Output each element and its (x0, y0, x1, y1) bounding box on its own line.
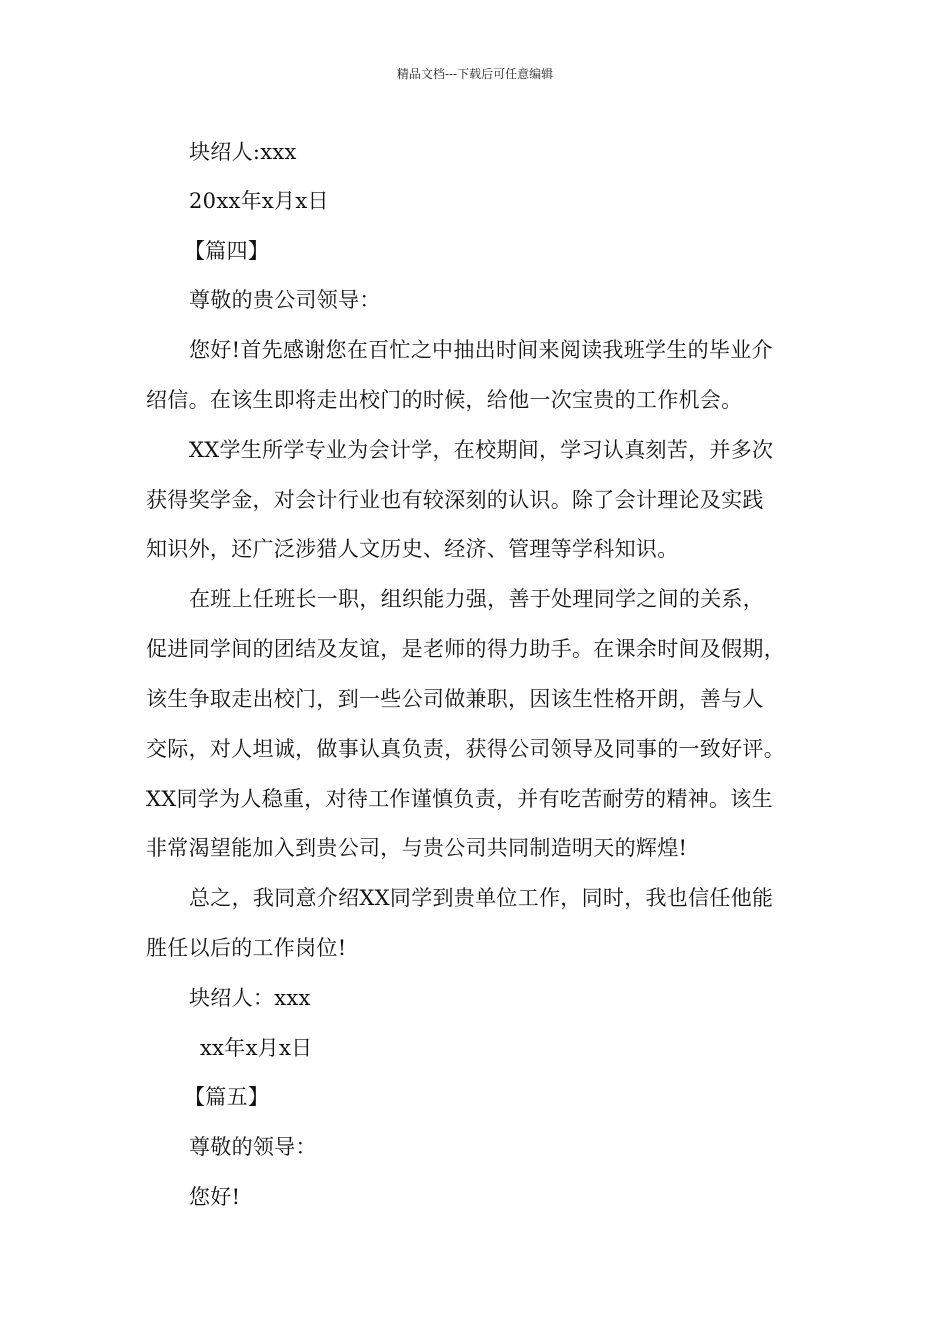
salutation: 尊敬的贵公司领导： (189, 288, 381, 312)
signature-line: 块绍人:xxx (189, 140, 297, 164)
paragraph-line: 交际，对人坦诚，做事认真负责，获得公司领导及同事的一致好评。 (146, 737, 785, 761)
paragraph-line: 获得奖学金，对会计行业也有较深刻的认识。除了会计理论及实践 (146, 488, 764, 512)
paragraph-line: 该生争取走出校门，到一些公司做兼职，因该生性格开朗，善与人 (146, 687, 764, 711)
paragraph-line: XX同学为人稳重，对待工作谨慎负责，并有吃苦耐劳的精神。该生 (146, 787, 773, 811)
greeting-line: 您好! (189, 1185, 241, 1209)
paragraph-line: 在班上任班长一职，组织能力强，善于处理同学之间的关系， (189, 587, 765, 611)
date-line: xx年x月x日 (200, 1036, 313, 1060)
paragraph-line: 绍信。在该生即将走出校门的时候，给他一次宝贵的工作机会。 (146, 388, 743, 412)
paragraph-line: 您好!首先感谢您在百忙之中抽出时间来阅读我班学生的毕业介 (189, 338, 773, 362)
paragraph-line: 胜任以后的工作岗位! (146, 936, 347, 960)
paragraph-line: XX学生所学专业为会计学，在校期间，学习认真刻苦，并多次 (189, 438, 774, 462)
signature-line: 块绍人：xxx (189, 986, 311, 1010)
page-header: 精品文档---下载后可任意编辑 (396, 67, 554, 81)
section-heading-5: 【篇五】 (184, 1085, 270, 1109)
date-line: 20xx年x月x日 (189, 189, 329, 213)
paragraph-line: 总之，我同意介绍XX同学到贵单位工作，同时，我也信任他能 (189, 886, 774, 910)
paragraph-line: 知识外，还广泛涉猎人文历史、经济、管理等学科知识。 (146, 537, 679, 561)
paragraph-line: 非常渴望能加入到贵公司，与贵公司共同制造明天的辉煌! (146, 836, 688, 860)
paragraph-line: 促进同学间的团结及友谊，是老师的得力助手。在课余时间及假期， (146, 637, 785, 661)
section-heading-4: 【篇四】 (184, 239, 270, 263)
salutation: 尊敬的领导： (189, 1135, 317, 1159)
